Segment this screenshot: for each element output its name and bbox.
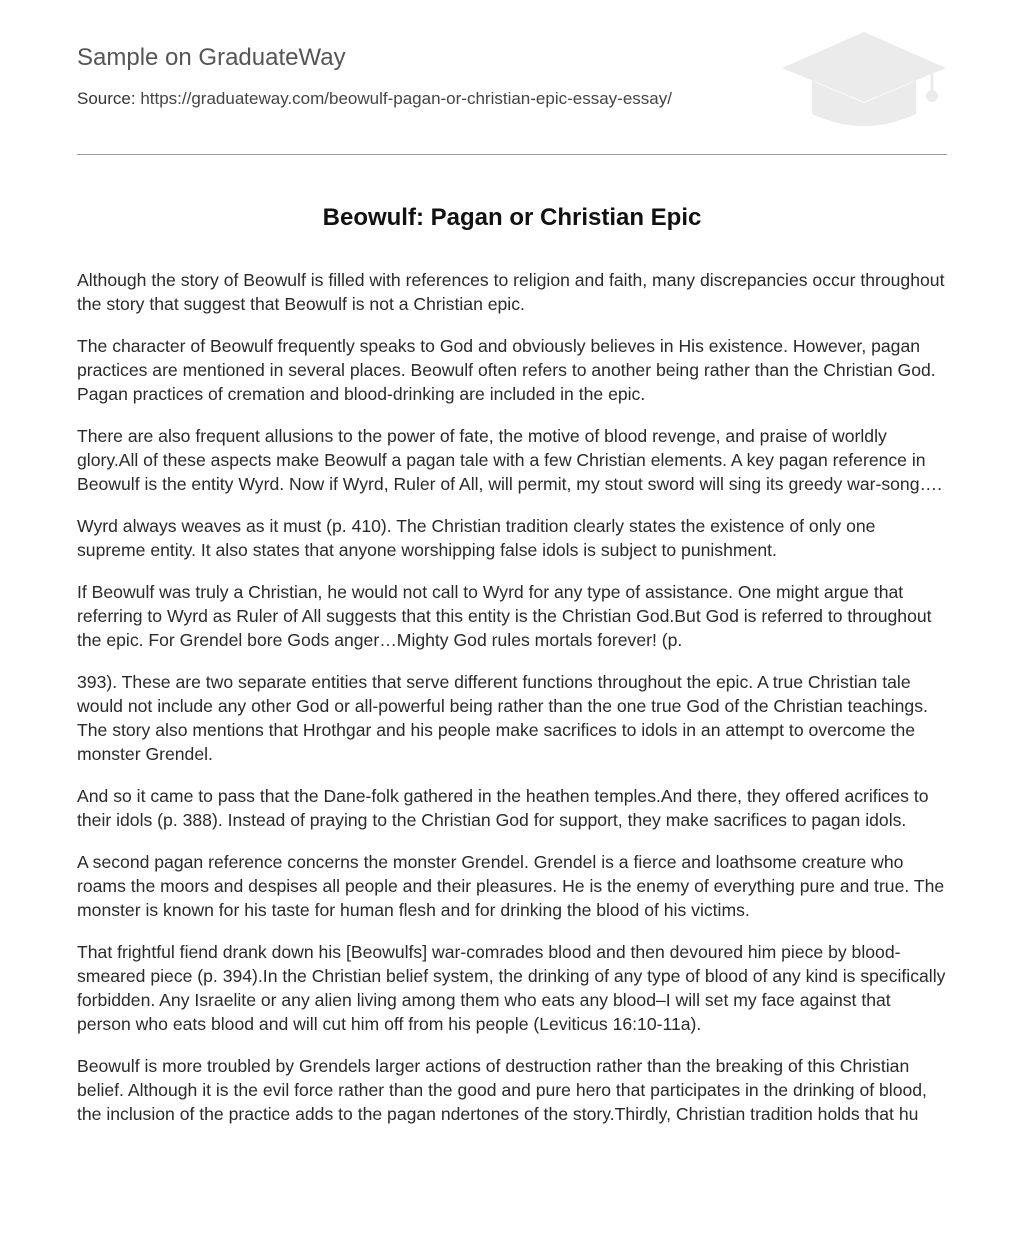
essay-paragraph: 393). These are two separate entities that serve different functions throughout the epic. A true Christian tale would not include any other God or all-powerful being rather than the one true God of the Christian teachings. The story also mentions that Hrothgar and his people make sacrifices to idols in an attempt to overcome the monster Grendel. [77, 672, 928, 764]
source-label: Source: [77, 89, 136, 108]
graduation-cap-icon [780, 30, 948, 134]
source-line [77, 89, 672, 109]
essay-paragraph: The character of Beowulf frequently speaks to God and obviously believes in His existence. However, pagan practices are mentioned in several places. Beowulf often refers to another being rather than the Christian God. Pagan practices of cremation and blood-drinking are included in the epic. [77, 336, 936, 404]
header-divider [77, 154, 947, 155]
essay-paragraph: That frightful fiend drank down his [Beowulfs] war-comrades blood and then devoured him piece by blood-smeared piece (p. 394).In the Christian belief system, the drinking of any type of blood of any kind is specifically forbidden. Any Israelite or any alien living among them who eats any blood–I will set my face against that person who eats blood and will cut him off from his people (Leviticus 16:10-11a). [77, 942, 946, 1034]
source-link[interactable]: https://graduateway.com/beowulf-pagan-or-christian-epic-essay-essay/ [140, 89, 672, 108]
essay-paragraph: Wyrd always weaves as it must (p. 410). The Christian tradition clearly states the existence of only one supreme entity. It also states that anyone worshipping false idols is subject to punishment. [77, 516, 876, 560]
essay-paragraph: A second pagan reference concerns the monster Grendel. Grendel is a fierce and loathsome creature who roams the moors and despises all people and their pleasures. He is the enemy of everything pure and true. The monster is known for his taste for human flesh and for drinking the blood of his victims. [77, 852, 945, 920]
site-title: Sample on GraduateWay [77, 44, 346, 71]
essay-paragraph: Although the story of Beowulf is filled with references to religion and faith, many discrepancies occur throughout the story that suggest that Beowulf is not a Christian epic. [77, 270, 945, 314]
page-header [77, 0, 947, 156]
essay-paragraph: Beowulf is more troubled by Grendels larger actions of destruction rather than the breaking of this Christian belief. Although it is the evil force rather than the good and pure hero that participates in the drinking of blood, the inclusion of the practice adds to the pagan ndertones of the story.Thirdly, Christian tradition holds that hu [77, 1056, 927, 1124]
essay-paragraph: If Beowulf was truly a Christian, he would not call to Wyrd for any type of assistance. One might argue that referring to Wyrd as Ruler of All suggests that this entity is the Christian God.But God is referred to throughout the epic. For Grendel bore Gods anger…Mighty God rules mortals forever! (p. [77, 582, 932, 650]
essay-paragraph: And so it came to pass that the Dane-folk gathered in the heathen temples.And there, they offered acrifices to their idols (p. 388). Instead of praying to the Christian God for support, they make sacrifices to pagan idols. [77, 786, 929, 830]
essay-title: Beowulf: Pagan or Christian Epic [322, 204, 702, 231]
essay-paragraph: There are also frequent allusions to the power of fate, the motive of blood revenge, and praise of worldly glory.All of these aspects make Beowulf a pagan tale with a few Christian elements. A key pagan reference in Beowulf is the entity Wyrd. Now if Wyrd, Ruler of All, will permit, my stout sword will sing its greedy war-song…. [77, 426, 942, 494]
essay-body [77, 268, 947, 1144]
